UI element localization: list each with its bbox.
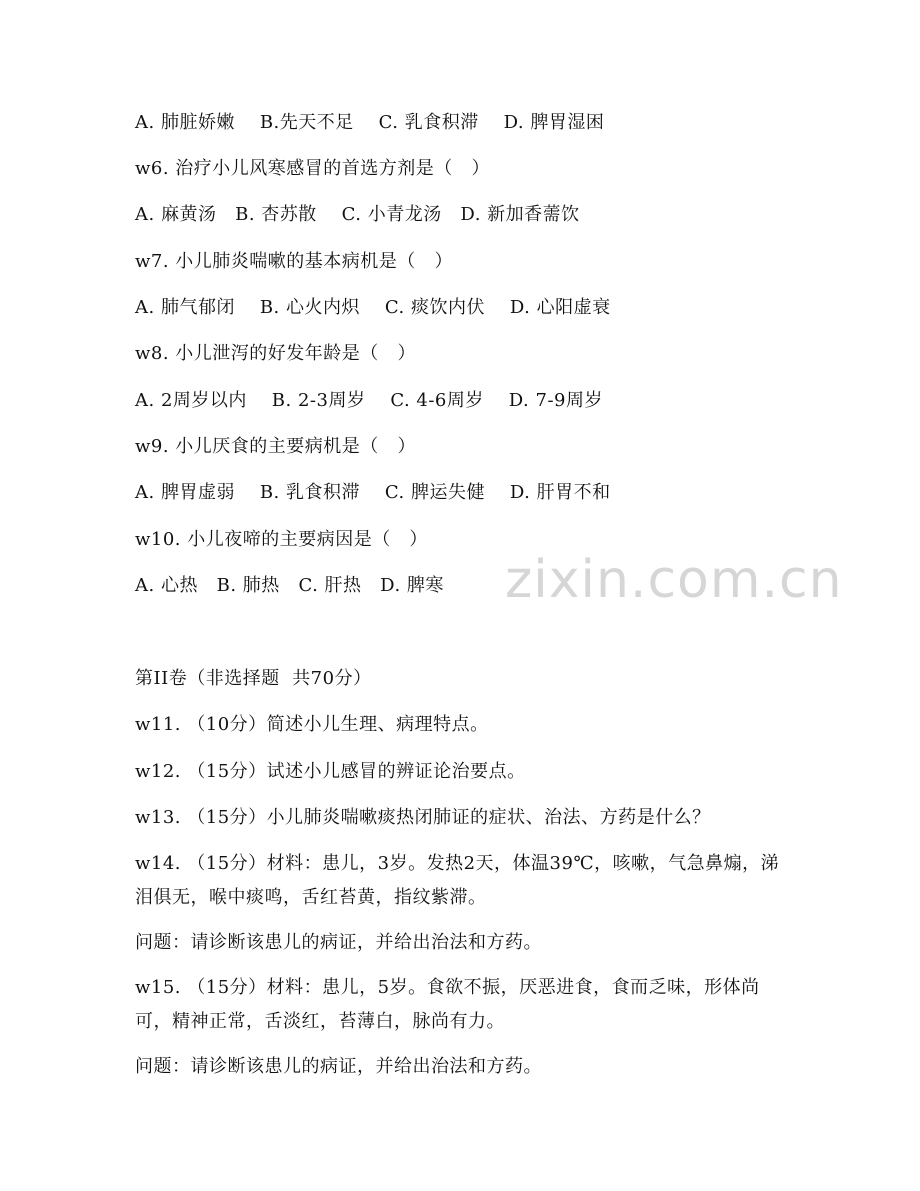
q14-prompt: 问题：请诊断该患儿的病证，并给出治法和方药。 [135, 932, 542, 953]
section-heading: 第II卷（非选择题 共70分） [135, 668, 372, 689]
q5-options: A. 肺脏娇嫩 B.先天不足 C. 乳食积滞 D. 脾胃湿困 [135, 112, 605, 133]
q15-prompt: 问题：请诊断该患儿的病证，并给出治法和方药。 [135, 1056, 542, 1077]
q15-material: w15. （15分）材料：患儿，5岁。食欲不振，厌恶进食，食而乏味，形体尚可，精神正常，舌淡红，苔薄白，脉尚有力。 [135, 977, 760, 1032]
q11-question: w11. （10分）简述小儿生理、病理特点。 [135, 714, 489, 735]
q7-question: w7. 小儿肺炎喘嗽的基本病机是（ ） [135, 251, 453, 272]
q14-material: w14. （15分）材料：患儿，3岁。发热2天，体温39℃，咳嗽，气急鼻煽，涕泪俱无，喉中痰鸣，舌红苔黄，指纹紫滞。 [135, 853, 780, 908]
watermark: zixin.com.cn [505, 550, 843, 610]
q8-options: A. 2周岁以内 B. 2-3周岁 C. 4-6周岁 D. 7-9周岁 [135, 390, 603, 411]
q10-options: A. 心热 B. 肺热 C. 肝热 D. 脾寒 [135, 575, 444, 596]
q8-question: w8. 小儿泄泻的好发年龄是（ ） [135, 343, 416, 364]
q13-question: w13. （15分）小儿肺炎喘嗽痰热闭肺证的症状、治法、方药是什么？ [135, 807, 711, 828]
q7-options: A. 肺气郁闭 B. 心火内炽 C. 痰饮内伏 D. 心阳虚衰 [135, 297, 611, 318]
q6-question: w6. 治疗小儿风寒感冒的首选方剂是（ ） [135, 158, 490, 179]
q6-options: A. 麻黄汤 B. 杏苏散 C. 小青龙汤 D. 新加香薷饮 [135, 204, 580, 225]
q9-question: w9. 小儿厌食的主要病机是（ ） [135, 436, 416, 457]
q9-options: A. 脾胃虚弱 B. 乳食积滞 C. 脾运失健 D. 肝胃不和 [135, 482, 611, 503]
q10-question: w10. 小儿夜啼的主要病因是（ ） [135, 529, 428, 550]
q12-question: w12. （15分）试述小儿感冒的辨证论治要点。 [135, 761, 526, 782]
